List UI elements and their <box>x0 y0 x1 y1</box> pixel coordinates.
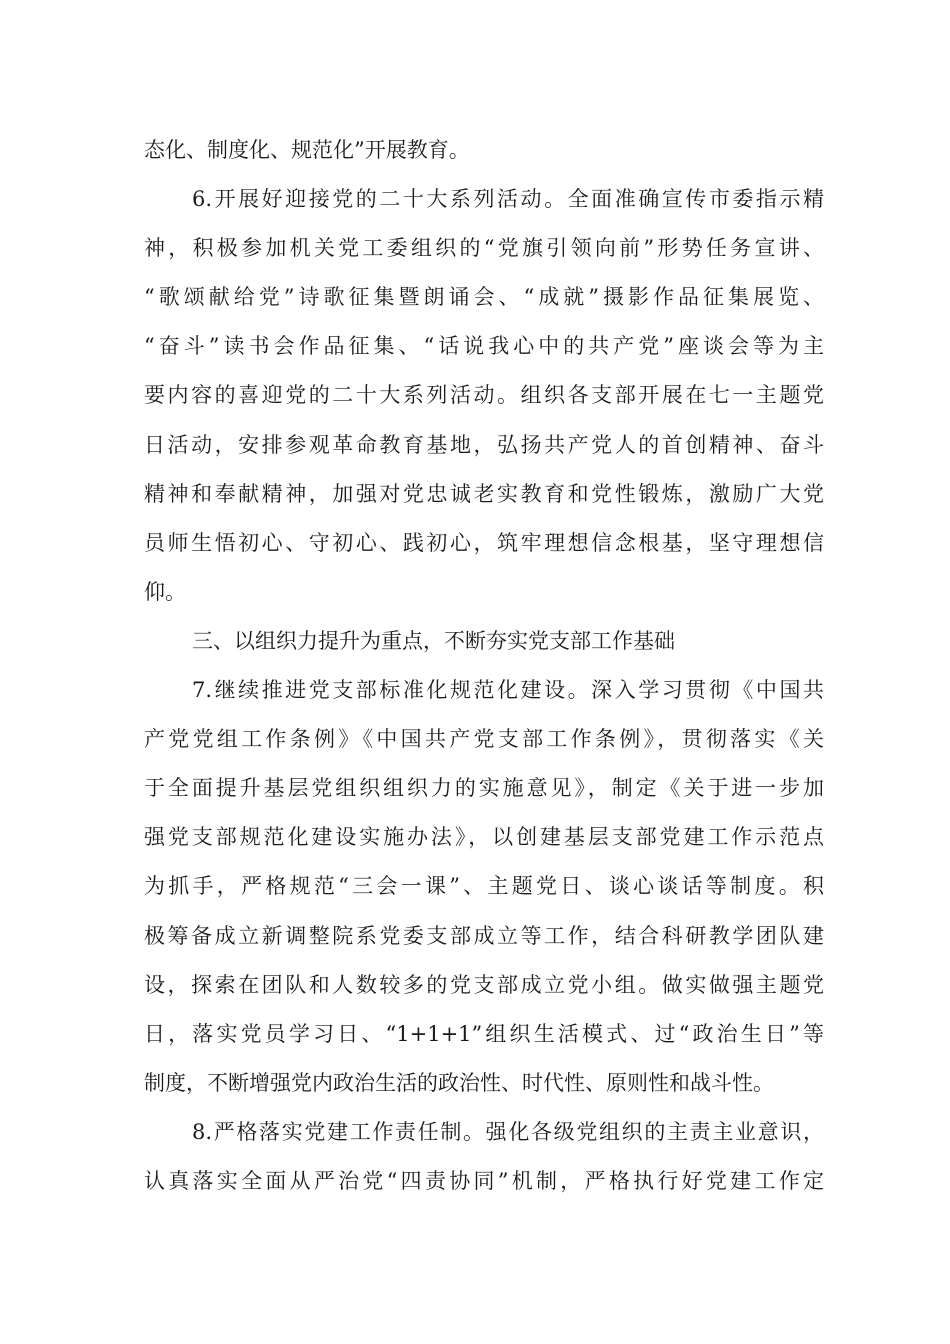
body-line: 为抓手，严格规范“三会一课”、主题党日、谈心谈话等制度。积 <box>144 874 824 899</box>
body-line: 精神和奉献精神，加强对党忠诚老实教育和党性锻炼，激励广大党 <box>144 481 824 506</box>
body-line: 神，积极参加机关党工委组织的“党旗引领向前”形势任务宣讲、 <box>144 236 824 261</box>
body-line: “歌颂献给党”诗歌征集暨朗诵会、“成就”摄影作品征集展览、 <box>144 285 824 310</box>
body-line: 认真落实全面从严治党“四责协同”机制，严格执行好党建工作定 <box>144 1168 824 1193</box>
body-line: 态化、制度化、规范化”开展教育。 <box>144 138 470 162</box>
section-6-heading-line: 6.开展好迎接党的二十大系列活动。全面准确宣传市委指示精 <box>192 187 824 212</box>
document-body <box>144 126 824 1206</box>
body-line: 产党党组工作条例》《中国共产党支部工作条例》，贯彻落实《关 <box>144 727 824 752</box>
body-line: 仰。 <box>144 579 186 604</box>
body-line: 要内容的喜迎党的二十大系列活动。组织各支部开展在七一主题党 <box>144 383 824 408</box>
body-line: 于全面提升基层党组织组织力的实施意见》，制定《关于进一步加 <box>144 776 824 801</box>
body-line: 日活动，安排参观革命教育基地，弘扬共产党人的首创精神、奋斗 <box>144 432 824 457</box>
section-three-heading: 三、以组织力提升为重点，不断夯实党支部工作基础 <box>192 628 675 653</box>
body-line: “奋斗”读书会作品征集、“话说我心中的共产党”座谈会等为主 <box>144 334 824 359</box>
section-8-heading-line: 8.严格落实党建工作责任制。强化各级党组织的主责主业意识， <box>192 1119 824 1144</box>
body-line: 强党支部规范化建设实施办法》，以创建基层支部党建工作示范点 <box>144 825 824 850</box>
body-line: 极筹备成立新调整院系党委支部成立等工作，结合科研教学团队建 <box>144 923 824 948</box>
body-line: 日，落实党员学习日、“1+1+1”组织生活模式、过“政治生日”等 <box>144 1021 824 1046</box>
body-line: 员师生悟初心、守初心、践初心，筑牢理想信念根基，坚守理想信 <box>144 530 824 555</box>
body-line: 设，探索在团队和人数较多的党支部成立党小组。做实做强主题党 <box>144 972 824 997</box>
section-7-heading-line: 7.继续推进党支部标准化规范化建设。深入学习贯彻《中国共 <box>192 678 824 703</box>
body-line: 制度，不断增强党内政治生活的政治性、时代性、原则性和战斗性。 <box>144 1070 774 1095</box>
